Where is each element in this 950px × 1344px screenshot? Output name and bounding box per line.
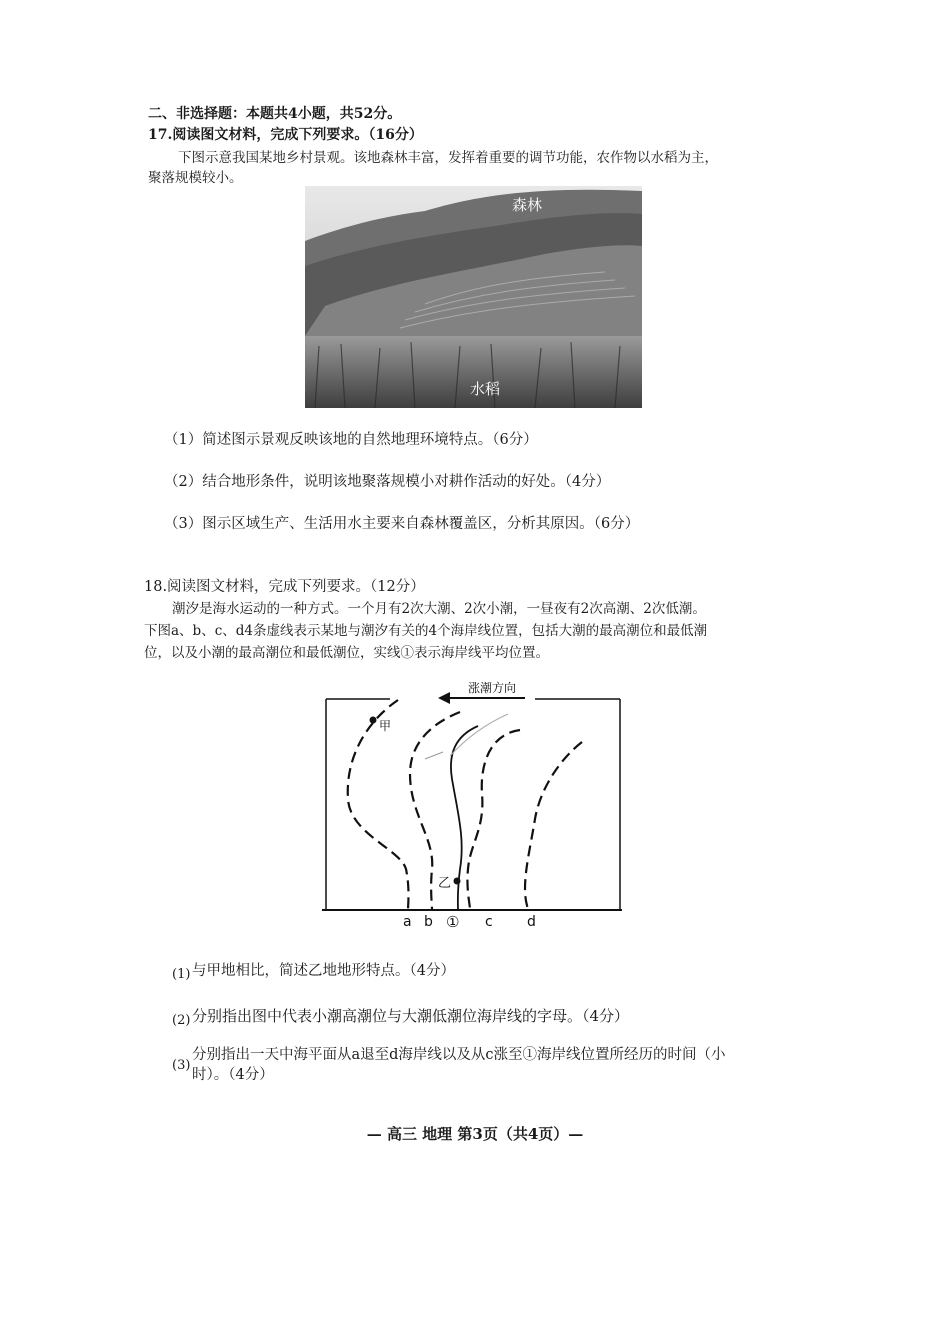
- label-a: a: [403, 914, 412, 930]
- q18-intro-line1: 潮汐是海水运动的一种方式。一个月有2次大潮、2次小潮，一昼夜有2次高潮、2次低潮。: [172, 601, 706, 617]
- rice-label: 水稻: [470, 380, 501, 398]
- label-d: d: [527, 914, 536, 930]
- q17-intro-line1: 下图示意我国某地乡村景观。该地森林丰富，发挥着重要的调节功能，农作物以水稻为主，: [178, 150, 718, 166]
- q18-sub1-num: (1): [172, 967, 191, 982]
- q17-sub1: （1）简述图示景观反映该地的自然地理环境特点。（6分）: [164, 432, 538, 448]
- coastline-d: [525, 742, 582, 910]
- forest-label: 森林: [512, 196, 543, 214]
- coastline-b: [410, 712, 460, 910]
- tide-coastline-diagram: [320, 664, 630, 934]
- q18-intro-line2: 下图a、b、c、d4条虚线表示某地与潮汐有关的4个海岸线位置，包括大潮的最高潮位和最低潮: [144, 623, 708, 639]
- label-mean: ①: [446, 913, 460, 931]
- point-jia-label: 甲: [379, 719, 392, 733]
- q18-intro-line3: 位，以及小潮的最高潮位和最低潮位，实线①表示海岸线平均位置。: [144, 645, 549, 661]
- coastline-svg: [320, 664, 630, 934]
- point-yi-dot: [454, 878, 461, 885]
- q18-title: 18.阅读图文材料，完成下列要求。（12分）: [144, 579, 425, 595]
- q18-sub2-num: (2): [172, 1013, 191, 1028]
- page-footer: — 高三 地理 第3页（共4页）—: [366, 1125, 584, 1143]
- coastline-c: [467, 730, 520, 910]
- q17-intro-line2: 聚落规模较小。: [148, 170, 243, 186]
- label-c: c: [485, 914, 493, 930]
- point-jia-dot: [370, 717, 377, 724]
- q17-sub3: （3）图示区域生产、生活用水主要来自森林覆盖区，分析其原因。（6分）: [164, 516, 640, 532]
- q17-sub2: （2）结合地形条件，说明该地聚落规模小对耕作活动的好处。（4分）: [164, 474, 611, 490]
- q18-sub3-line1: 分别指出一天中海平面从a退至d海岸线以及从c涨至①海岸线位置所经历的时间（小: [192, 1047, 726, 1063]
- q18-sub2: 分别指出图中代表小潮高潮位与大潮低潮位海岸线的字母。（4分）: [192, 1007, 630, 1025]
- landscape-illustration: [305, 186, 642, 408]
- section-heading: 二、非选择题：本题共4小题，共52分。: [148, 106, 402, 122]
- q18-sub3-line2: 时）。（4分）: [192, 1067, 274, 1083]
- q17-title: 17.阅读图文材料，完成下列要求。（16分）: [148, 127, 423, 143]
- label-b: b: [424, 914, 433, 930]
- village-landscape-photo: [305, 186, 642, 408]
- arrow-label: 涨潮方向: [468, 681, 517, 695]
- point-yi-label: 乙: [438, 876, 452, 891]
- q18-sub1: 与甲地相比，简述乙地地形特点。（4分）: [192, 963, 455, 979]
- q18-sub3-num: (3): [172, 1058, 191, 1073]
